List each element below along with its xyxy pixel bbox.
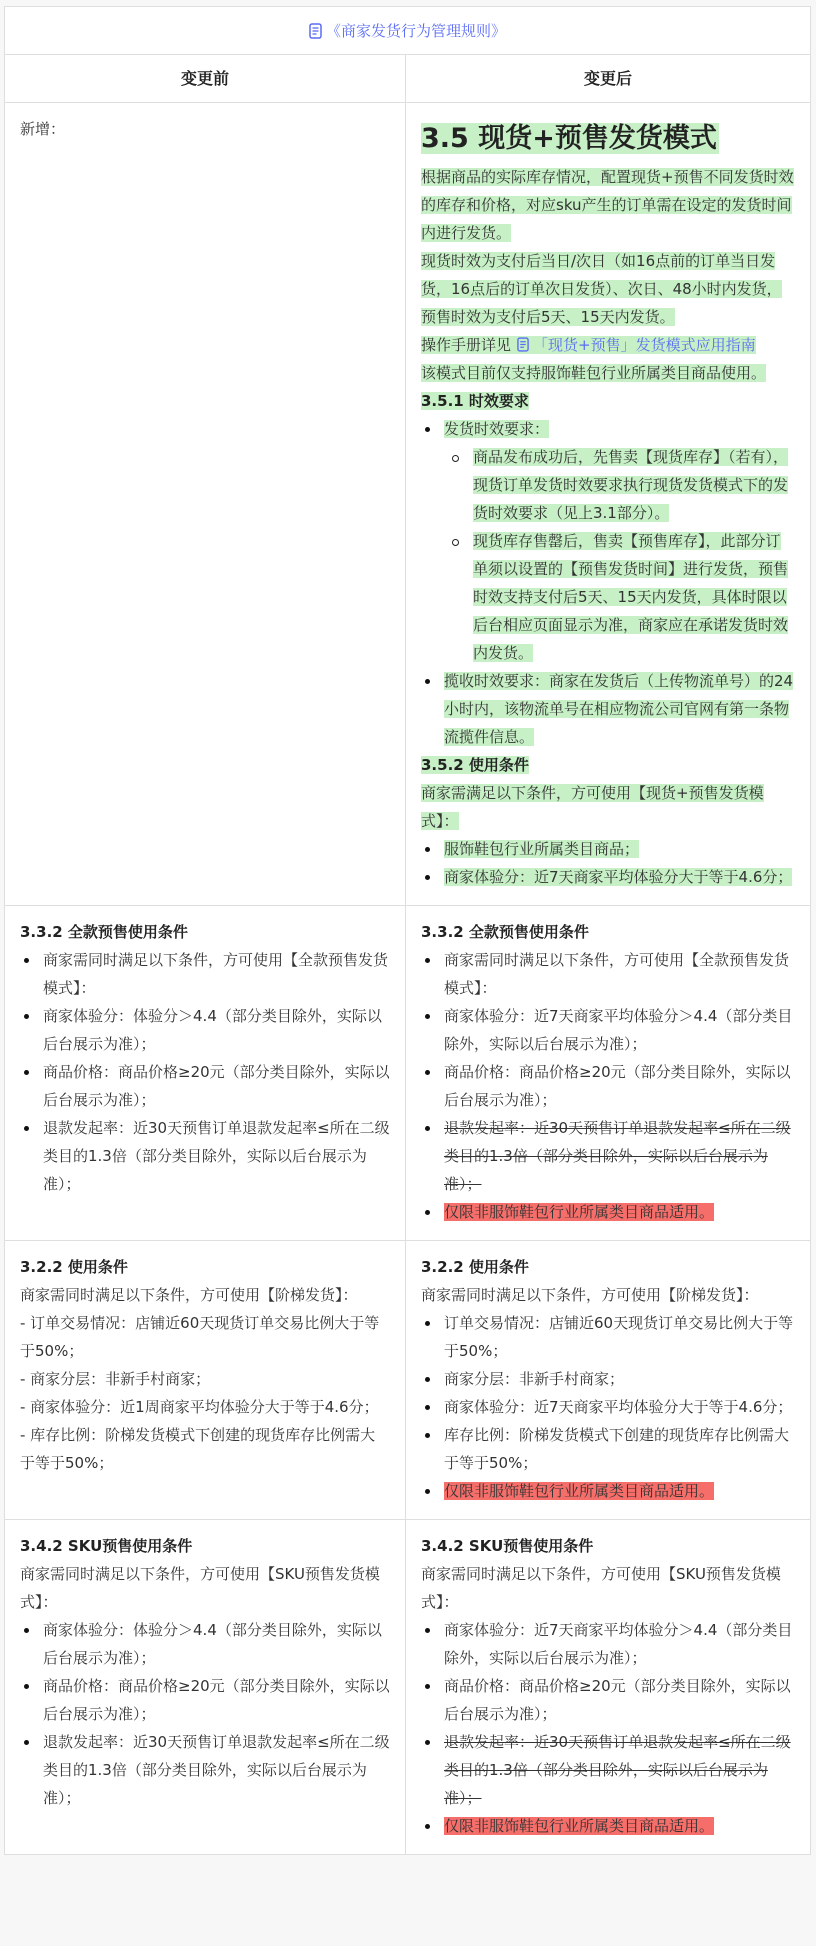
conditions-list	[421, 1309, 795, 1505]
list-item: 商品价格：商品价格≥20元（部分类目除外，实际以后台展示为准）；	[20, 1672, 390, 1728]
list-item: 商品价格：商品价格≥20元（部分类目除外，实际以后台展示为准）；	[20, 1058, 390, 1114]
table-title-row	[5, 7, 810, 55]
subsection-title: 3.3.2 全款预售使用条件	[20, 923, 188, 941]
row-sku-presale-after	[406, 1520, 810, 1854]
condition-line: - 商家分层：非新手村商家；	[20, 1370, 211, 1388]
subsection-title: 3.4.2 SKU预售使用条件	[20, 1537, 193, 1555]
column-header-after: 变更后	[406, 55, 810, 103]
conditions-list	[421, 1616, 795, 1840]
list-item: 现货库存售罄后，售卖【预售库存】，此部分订单须以设置的【预售发货时间】进行发货，预售时效支持支付后5天、15天内发货，具体时限以后台相应页面显示为准，商家应在承诺发货时效内发货。	[421, 527, 795, 667]
removed-list-item: 退款发起率：近30天预售订单退款发起率≤所在二级类目的1.3倍（部分类目除外，实际以后台展示为准）；	[421, 1114, 795, 1198]
new-list-item: 仅限非服饰鞋包行业所属类目商品适用。	[421, 1812, 795, 1840]
paragraph: 商家需同时满足以下条件，方可使用【阶梯发货】：	[421, 1286, 759, 1304]
list-item: 揽收时效要求：商家在发货后（上传物流单号）的24小时内，该物流单号在相应物流公司官网有第一条物流揽件信息。	[421, 667, 795, 751]
paragraph: 根据商品的实际库存情况，配置现货+预售不同发货时效的库存和价格，对应sku产生的订单需在设定的发货时间内进行发货。	[421, 168, 794, 242]
document-icon	[309, 23, 322, 39]
paragraph: 商家需同时满足以下条件，方可使用【SKU预售发货模式】：	[421, 1565, 781, 1611]
comparison-grid	[5, 55, 810, 1854]
paragraph: 商家需同时满足以下条件，方可使用【SKU预售发货模式】：	[20, 1565, 380, 1611]
new-list-item: 仅限非服饰鞋包行业所属类目商品适用。	[421, 1198, 795, 1226]
paragraph: 现货时效为支付后当日/次日（如16点前的订单当日发货，16点后的订单次日发货）、次日、48小时内发货，预售时效为支付后5天、15天内发货。	[421, 252, 782, 326]
rule-document-title: 《商家发货行为管理规则》	[325, 22, 506, 40]
subsection-title: 3.5.1 时效要求	[421, 392, 529, 410]
rule-document-link[interactable]	[309, 20, 506, 41]
manual-prefix: 操作手册详见	[421, 336, 512, 354]
subsection-title: 3.2.2 使用条件	[421, 1258, 529, 1276]
subsection-title: 3.3.2 全款预售使用条件	[421, 923, 589, 941]
list-item: 商家体验分：近7天商家平均体验分大于等于4.6分；	[421, 863, 795, 891]
column-header-before: 变更前	[5, 55, 406, 103]
row-new-mode-after	[406, 103, 810, 906]
list-item: 退款发起率：近30天预售订单退款发起率≤所在二级类目的1.3倍（部分类目除外，实际以后台展示为准）；	[20, 1114, 390, 1198]
guide-link-text: 「现货+预售」发货模式应用指南	[533, 336, 756, 354]
list-item: 商品价格：商品价格≥20元（部分类目除外，实际以后台展示为准）；	[421, 1058, 795, 1114]
timing-list	[421, 415, 795, 751]
paragraph: 该模式目前仅支持服饰鞋包行业所属类目商品使用。	[421, 364, 767, 382]
list-item: 商家体验分：近7天商家平均体验分大于等于4.6分；	[421, 1393, 795, 1421]
added-label: 新增：	[20, 120, 66, 138]
conditions-list	[421, 835, 795, 891]
list-item: 商品发布成功后，先售卖【现货库存】（若有），现货订单发货时效要求执行现货发货模式下的发货时效要求（见上3.1部分）。	[421, 443, 795, 527]
subsection-title: 3.5.2 使用条件	[421, 756, 529, 774]
rule-change-table	[4, 6, 811, 1855]
row-tiered-after	[406, 1241, 810, 1520]
list-item: 商家需同时满足以下条件，方可使用【全款预售发货模式】：	[20, 946, 390, 1002]
condition-line: - 库存比例：阶梯发货模式下创建的现货库存比例需大于等于50%；	[20, 1426, 376, 1472]
subsection-title: 3.2.2 使用条件	[20, 1258, 128, 1276]
row-new-mode-before	[5, 103, 406, 906]
subsection-title: 3.4.2 SKU预售使用条件	[421, 1537, 594, 1555]
condition-line: - 订单交易情况：店铺近60天现货订单交易比例大于等于50%；	[20, 1314, 380, 1360]
document-icon	[517, 337, 529, 352]
list-item: 退款发起率：近30天预售订单退款发起率≤所在二级类目的1.3倍（部分类目除外，实际以后台展示为准）；	[20, 1728, 390, 1812]
row-full-presale-after	[406, 906, 810, 1241]
paragraph: 商家需同时满足以下条件，方可使用【阶梯发货】：	[20, 1286, 358, 1304]
list-item: 库存比例：阶梯发货模式下创建的现货库存比例需大于等于50%；	[421, 1421, 795, 1477]
list-item: 商家需同时满足以下条件，方可使用【全款预售发货模式】：	[421, 946, 795, 1002]
list-item: 订单交易情况：店铺近60天现货订单交易比例大于等于50%；	[421, 1309, 795, 1365]
row-sku-presale-before	[5, 1520, 406, 1854]
removed-list-item: 退款发起率：近30天预售订单退款发起率≤所在二级类目的1.3倍（部分类目除外，实际以后台展示为准）；	[421, 1728, 795, 1812]
list-item: 发货时效要求： 商品发布成功后，先售卖【现货库存】（若有），现货订单发货时效要求执行现货发货模式下的发货时效要求（见上3.1部分）。 现货库存售罄后，售卖【预售库存】，此部分订单须以设置的【预售发货时间】进行发货，预售时效支持支付后5天、15天内发货，具体时限以后台相应页面显示为准，商家应在承诺发货时效内发货。	[421, 415, 795, 667]
list-item: 商家体验分：近7天商家平均体验分＞4.4（部分类目除外，实际以后台展示为准）；	[421, 1616, 795, 1672]
condition-line: - 商家体验分：近1周商家平均体验分大于等于4.6分；	[20, 1398, 379, 1416]
new-list-item: 仅限非服饰鞋包行业所属类目商品适用。	[421, 1477, 795, 1505]
conditions-list	[421, 946, 795, 1226]
conditions-list	[20, 1616, 390, 1812]
list-item: 商家分层：非新手村商家；	[421, 1365, 795, 1393]
list-item: 商家体验分：体验分＞4.4（部分类目除外，实际以后台展示为准）；	[20, 1616, 390, 1672]
list-item: 商家体验分：体验分＞4.4（部分类目除外，实际以后台展示为准）；	[20, 1002, 390, 1058]
row-tiered-before	[5, 1241, 406, 1520]
guide-link[interactable]	[511, 336, 756, 354]
row-full-presale-before	[5, 906, 406, 1241]
paragraph: 商家需满足以下条件，方可使用【现货+预售发货模式】：	[421, 784, 764, 830]
list-item: 商家体验分：近7天商家平均体验分＞4.4（部分类目除外，实际以后台展示为准）；	[421, 1002, 795, 1058]
conditions-list	[20, 946, 390, 1198]
list-item: 服饰鞋包行业所属类目商品；	[421, 835, 795, 863]
list-item: 商品价格：商品价格≥20元（部分类目除外，实际以后台展示为准）；	[421, 1672, 795, 1728]
section-heading: 3.5 现货+预售发货模式	[421, 123, 717, 154]
